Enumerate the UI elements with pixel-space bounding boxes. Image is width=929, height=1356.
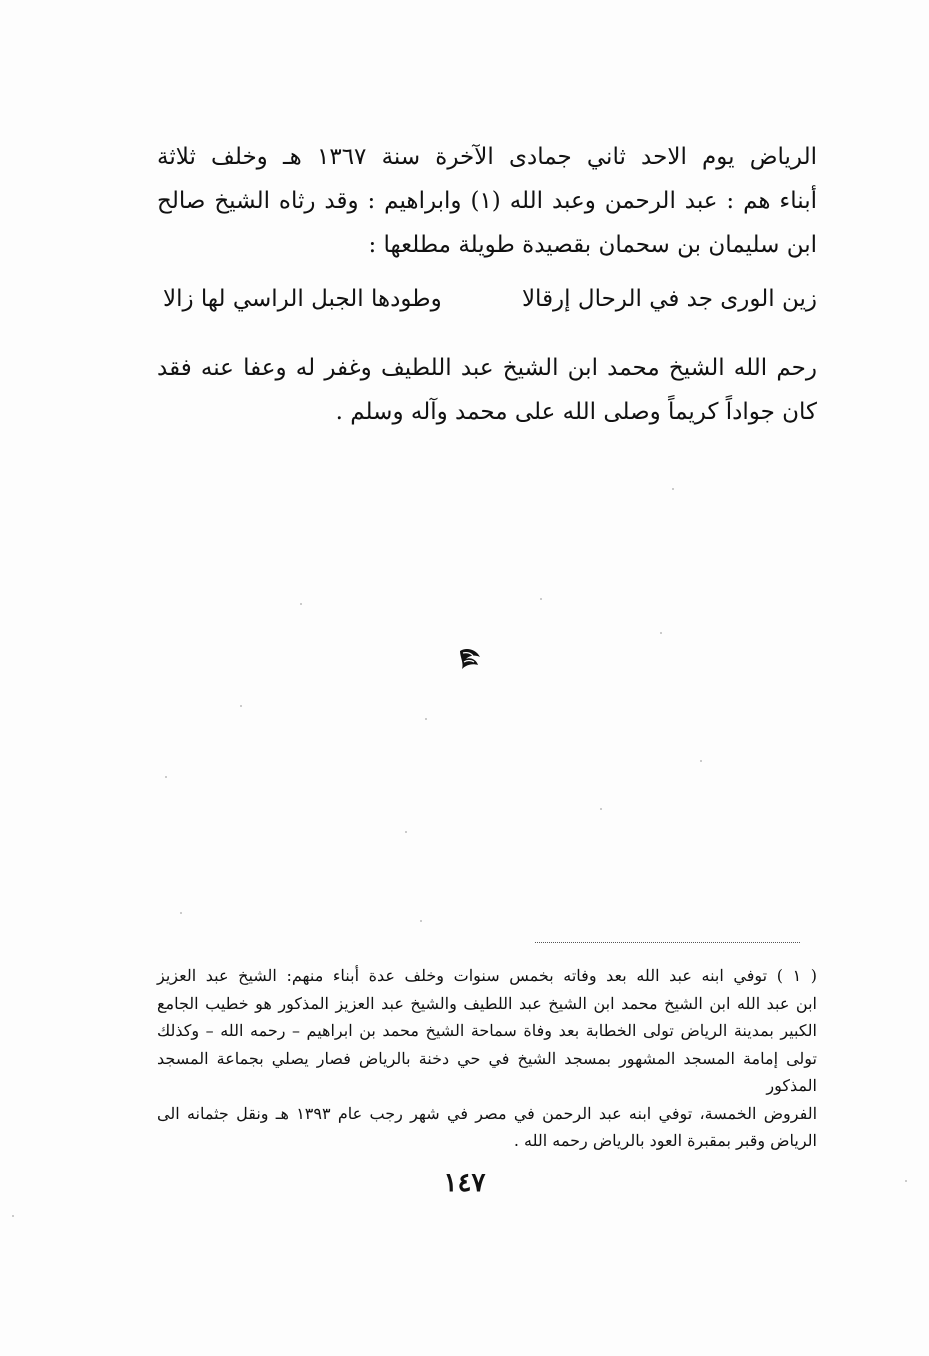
paragraph-1-line: أبناء هم : عبد الرحمن وعبد الله (١) وابراهيم : وقد رثاه الشيخ صالح [157,188,817,214]
verse-second-hemistich: وطودها الجبل الراسي لها زالا [163,286,442,312]
footnote-separator [535,942,800,943]
scan-speck [700,760,702,762]
scan-speck [180,912,182,914]
scan-speck [240,705,242,707]
paragraph-1 [157,135,817,267]
poem-verse [157,286,817,326]
paragraph-1-line: ابن سليمان بن سحمان بقصيدة طويلة مطلعها : [368,232,817,258]
scan-speck [300,603,302,605]
scan-speck [425,718,427,720]
scan-speck [12,1215,14,1217]
scan-speck [600,808,602,810]
scan-speck [660,632,662,634]
page-number: ١٤٧ [443,1168,486,1198]
paragraph-2 [157,346,817,434]
verse-first-hemistich: زين الورى جد في الرحال إرقالا [521,286,817,312]
footnote-line: تولى إمامة المسجد المشهور بمسجد الشيخ في حي دخنة بالرياض فصار يصلي بجماعة المسجد المذكور [157,1048,818,1095]
footnote-line: الرياض وقبر بمقبرة العود بالرياض رحمه الله . [513,1131,817,1150]
scan-speck [672,488,674,490]
scan-speck [905,1180,907,1182]
scan-speck [540,598,542,600]
footnote-line: الكبير بمدينة الرياض تولى الخطابة بعد وفاة سماحة الشيخ محمد بن ابراهيم – رحمه الله – وكذلك [157,1021,817,1040]
footnote-line: ابن عبد الله ابن الشيخ محمد ابن الشيخ عبد اللطيف والشيخ عبد العزيز المذكور هو خطيب الجامع [157,993,817,1013]
paragraph-2-line: كان جواداً كريماً وصلى الله على محمد وآله وسلم . [335,399,817,425]
footnote-line: ( ١ ) توفي ابنه عبد الله بعد وفاته بخمس سنوات وخلف عدة أبناء منهم: الشيخ عبد العزيز [157,966,818,985]
footnote-line: الفروض الخمسة، توفي ابنه عبد الرحمن في مصر في شهر رجب عام ١٣٩٣ هـ ونقل جثمانه الى [157,1103,818,1123]
footnote-block [157,962,817,1155]
scan-speck [405,831,407,833]
decorative-flourish-icon [456,645,484,673]
scan-speck [420,920,422,922]
paragraph-2-line: رحم الله الشيخ محمد ابن الشيخ عبد اللطيف وغفر له وعفا عنه فقد [157,355,817,381]
scan-speck [165,776,167,778]
paragraph-1-line: الرياض يوم الاحد ثاني جمادى الآخرة سنة ١٣٦٧ هـ وخلف ثلاثة [157,144,818,170]
